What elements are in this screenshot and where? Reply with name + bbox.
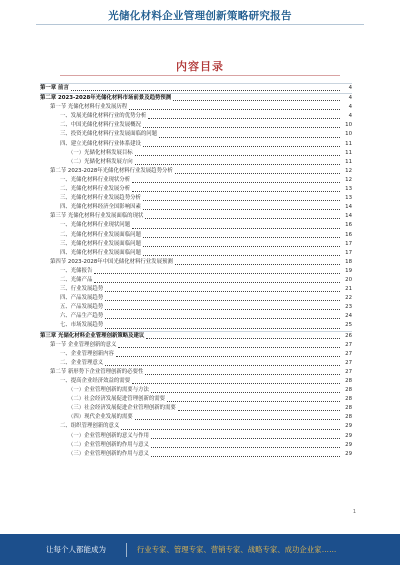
toc-title-divider: [60, 75, 340, 76]
toc-entry-page: 12: [345, 167, 352, 174]
toc-entry[interactable]: [40, 149, 352, 158]
toc-entry[interactable]: [40, 203, 352, 212]
toc-leader-dots: [146, 332, 340, 339]
toc-entry-label: 二、光储产品: [60, 276, 93, 283]
toc-entry-label: 五、产品发展趋势: [60, 304, 104, 311]
toc-entry[interactable]: [40, 331, 352, 341]
toc-entry-label: 一、发展光储化材料行业的优势分析: [60, 113, 147, 120]
toc-entry-label: 二、光储化材料行业发展面临问题: [60, 231, 141, 238]
toc-leader-dots: [173, 94, 340, 101]
toc-leader-dots: [118, 341, 340, 348]
toc-entry[interactable]: [40, 185, 352, 194]
toc-leader-dots: [148, 112, 340, 119]
toc-leader-dots: [135, 413, 340, 420]
toc-entry-page: 12: [345, 176, 352, 183]
toc-entry[interactable]: [40, 386, 352, 395]
toc-entry-label: （二）光储化材料发展方向: [68, 158, 133, 165]
toc-entry-label: （一）企业管理创新的意义与作用: [68, 432, 149, 439]
toc-entry-page: 16: [345, 231, 352, 238]
toc-leader-dots: [159, 131, 340, 138]
toc-entry[interactable]: [40, 93, 352, 103]
toc-entry-page: 11: [345, 149, 352, 156]
toc-entry[interactable]: [40, 312, 352, 321]
toc-entry-label: 第一章 前言: [40, 85, 69, 91]
toc-entry-label: 三、投资光储化材料行业发展面临的问题: [60, 131, 158, 138]
toc-entry-label: 第二节 新形势下企业管理创新的必要性: [50, 368, 144, 375]
toc-entry[interactable]: [40, 212, 352, 221]
toc-entry-page: 13: [345, 186, 352, 193]
toc-entry-page: 28: [345, 378, 352, 384]
toc-entry[interactable]: [40, 176, 352, 185]
header-divider: [36, 24, 364, 25]
toc-leader-dots: [116, 350, 340, 357]
toc-entry-page: 10: [345, 131, 352, 138]
toc-entry-label: 二、组织管理创新的意义: [60, 423, 120, 430]
toc-entry-page: 27: [345, 350, 352, 357]
toc-entry-label: 第一节 光储化材料行业发展历程: [50, 104, 128, 111]
toc-entry-label: （一）光储化材料发展目标: [68, 149, 133, 156]
toc-entry-page: 4: [348, 85, 352, 91]
toc-leader-dots: [105, 294, 340, 301]
toc-entry-page: 20: [345, 276, 352, 283]
toc-entry-label: 一、光储化材料行业现状分析: [60, 176, 131, 183]
toc-leader-dots: [135, 158, 340, 165]
toc-entry[interactable]: [40, 140, 352, 149]
toc-entry[interactable]: [40, 103, 352, 112]
toc-entry-label: 二、企业管理意义: [60, 359, 104, 366]
toc-entry-page: 14: [345, 204, 352, 211]
toc-entry-label: （一）企业管理创新的需要与方法: [68, 387, 149, 394]
toc-entry-label: 四、产品发展趋势: [60, 295, 104, 302]
toc-entry-page: 27: [345, 341, 352, 348]
toc-entry[interactable]: [40, 395, 352, 404]
toc-entry[interactable]: [40, 422, 352, 431]
toc-entry-label: （二）社会经济发展促进管理创新的需要: [68, 396, 166, 403]
toc-entry-page: 14: [345, 213, 352, 220]
toc-entry-page: 19: [345, 267, 352, 274]
toc-entry[interactable]: [40, 158, 352, 167]
toc-entry-label: 二、中国光储化材料行业发展概况: [60, 122, 141, 129]
toc-leader-dots: [175, 167, 340, 174]
toc-entry-page: 29: [345, 450, 352, 457]
toc-leader-dots: [151, 432, 340, 439]
toc-entry-label: 第三章 光储化材料企业管理创新策略及建议: [40, 332, 145, 339]
toc-entry-label: 四、建立光储化材料行业体系建设: [60, 140, 141, 147]
toc-entry-label: （三）企业管理创新的作用与意义: [68, 450, 149, 457]
toc-entry[interactable]: [40, 267, 352, 276]
footer-banner: [0, 534, 400, 565]
toc-leader-dots: [105, 359, 340, 366]
footer-brand: 让每个人都能成为: [46, 545, 106, 554]
toc-entry-page: 24: [345, 313, 352, 320]
toc-entry-label: （三）社会经济发展促进企业管理创新的需要: [68, 405, 176, 412]
toc-entry-label: 七、市场发展趋势: [60, 322, 104, 329]
toc-leader-dots: [129, 103, 340, 110]
toc-entry-page: 26: [345, 332, 352, 339]
toc-entry[interactable]: [40, 249, 352, 258]
footer-divider: [126, 543, 127, 557]
toc-leader-dots: [105, 322, 340, 329]
toc-entry-page: 29: [345, 441, 352, 448]
toc-entry-label: 第二节 2023-2028年光储化材料行业发展趋势分析: [50, 167, 173, 174]
toc-entry[interactable]: [40, 359, 352, 368]
toc-entry-page: 17: [345, 240, 352, 247]
toc-entry-page: 4: [348, 113, 352, 120]
toc-entry[interactable]: [40, 258, 352, 267]
page-header-title: 光储化材料企业管理创新策略研究报告: [108, 10, 292, 22]
toc-entry-page: 16: [345, 222, 352, 229]
toc-entry-page: 28: [345, 414, 352, 421]
toc-entry[interactable]: [40, 303, 352, 312]
toc-entry-page: 28: [345, 396, 352, 403]
toc-entry-label: 三、光储化材料行业发展面临问题: [60, 240, 141, 247]
toc-leader-dots: [143, 231, 340, 238]
toc-leader-dots: [145, 212, 340, 219]
toc-entry-label: 四、光储化材料经济全国影响因素: [60, 204, 141, 211]
toc-entry[interactable]: [40, 321, 352, 330]
toc-leader-dots: [94, 267, 340, 274]
toc-entry[interactable]: [40, 240, 352, 249]
toc-entry-page: 11: [345, 140, 352, 147]
toc-entry-label: 二、光储化材料行业发展分析: [60, 186, 131, 193]
toc-leader-dots: [105, 285, 340, 292]
toc-entry-page: 13: [345, 195, 352, 202]
toc-entry-label: 第一节 企业管理创新的意义: [50, 341, 117, 348]
toc-leader-dots: [143, 194, 340, 201]
toc-entry[interactable]: [40, 350, 352, 359]
toc-entry[interactable]: [40, 404, 352, 413]
toc-entry-page: 10: [345, 122, 352, 129]
toc-entry-label: 一、光储报告: [60, 267, 93, 274]
toc-entry[interactable]: [40, 413, 352, 422]
toc-entry-label: 一、提高企业经济效益的需要: [60, 378, 131, 384]
toc-entry[interactable]: [40, 130, 352, 139]
toc-leader-dots: [175, 258, 340, 265]
toc-entry-label: 三、光储化材料行业发展趋势分析: [60, 195, 141, 202]
toc-leader-dots: [143, 140, 340, 147]
toc-entry[interactable]: [40, 432, 352, 441]
toc-leader-dots: [143, 121, 340, 128]
toc-entry[interactable]: [40, 377, 352, 386]
toc-entry-label: 一、企业管理创新内容: [60, 350, 114, 357]
toc-entry-page: 27: [345, 359, 352, 366]
toc-entry[interactable]: [40, 83, 352, 93]
toc-entry[interactable]: [40, 194, 352, 203]
toc-entry[interactable]: [40, 221, 352, 230]
toc-entry[interactable]: [40, 121, 352, 130]
page-number: [0, 509, 400, 515]
toc-entry-page: 17: [345, 249, 352, 256]
toc-leader-dots: [167, 395, 340, 402]
toc-entry[interactable]: [40, 441, 352, 450]
toc-leader-dots: [145, 368, 340, 375]
toc-entry-page: 29: [345, 432, 352, 439]
toc-entry-page: 11: [345, 158, 352, 165]
toc-entry[interactable]: [40, 276, 352, 285]
toc-entry[interactable]: [40, 450, 352, 459]
toc-entry[interactable]: [40, 341, 352, 350]
toc-leader-dots: [132, 185, 340, 192]
toc-entry-label: 六、产品生产趋势: [60, 313, 104, 320]
toc-entry-label: 第二章 2023-2028年光储化材料市场前景及趋势预测: [40, 95, 172, 102]
toc-entry[interactable]: [40, 231, 352, 240]
page-number-text: 1: [352, 509, 356, 515]
toc-entry[interactable]: [40, 285, 352, 294]
toc-leader-dots: [121, 423, 340, 430]
footer-slogan: 行业专家、管理专家、营销专家、战略专家、成功企业家……: [137, 544, 337, 554]
toc-entry-page: 29: [345, 423, 352, 430]
toc-entry-label: 一、光储化材料行业现状问题: [60, 222, 131, 229]
toc-entry-page: 23: [345, 304, 352, 311]
toc-entry-label: 第三节 光储化材料行业发展面临的现状: [50, 213, 144, 220]
toc-entry-page: 22: [345, 295, 352, 302]
toc-leader-dots: [143, 203, 340, 210]
toc-leader-dots: [132, 377, 340, 384]
toc-entry[interactable]: [40, 294, 352, 303]
toc-entry-label: 第四节 2023-2028年中国光储化材料行业发展预测: [50, 258, 173, 265]
toc-leader-dots: [135, 149, 340, 156]
toc-entry-page: 18: [345, 258, 352, 265]
toc-entry-label: （二）企业管理创新的作用与意义: [68, 441, 149, 448]
toc-leader-dots: [178, 404, 340, 411]
toc-entry-label: 三、行业发展趋势: [60, 286, 104, 293]
toc-leader-dots: [143, 240, 340, 247]
toc-entry-page: 25: [345, 322, 352, 329]
toc-entry-page: 28: [345, 405, 352, 412]
toc-leader-dots: [94, 276, 340, 283]
toc-leader-dots: [143, 249, 340, 256]
toc-leader-dots: [105, 312, 340, 319]
toc-leader-dots: [105, 303, 340, 310]
toc-entry-page: 4: [348, 95, 352, 102]
toc-entry-page: 27: [345, 368, 352, 375]
toc-entry-label: （四）现代企业发展的需要: [68, 414, 133, 421]
toc-entry[interactable]: [40, 167, 352, 176]
toc-entry-page: 4: [348, 104, 352, 111]
toc-title: 内容目录: [176, 60, 224, 73]
toc-entry-label: 四、光储化材料行业发展面临问题: [60, 249, 141, 256]
toc-leader-dots: [151, 450, 340, 457]
toc-entry-page: 21: [345, 286, 352, 293]
toc-leader-dots: [132, 222, 340, 229]
toc-leader-dots: [151, 386, 340, 393]
toc-leader-dots: [151, 441, 340, 448]
toc-entry-page: 28: [345, 387, 352, 394]
table-of-contents: [40, 83, 352, 459]
toc-entry[interactable]: [40, 368, 352, 377]
toc-leader-dots: [132, 176, 340, 183]
toc-entry[interactable]: [40, 112, 352, 121]
toc-leader-dots: [71, 84, 340, 91]
